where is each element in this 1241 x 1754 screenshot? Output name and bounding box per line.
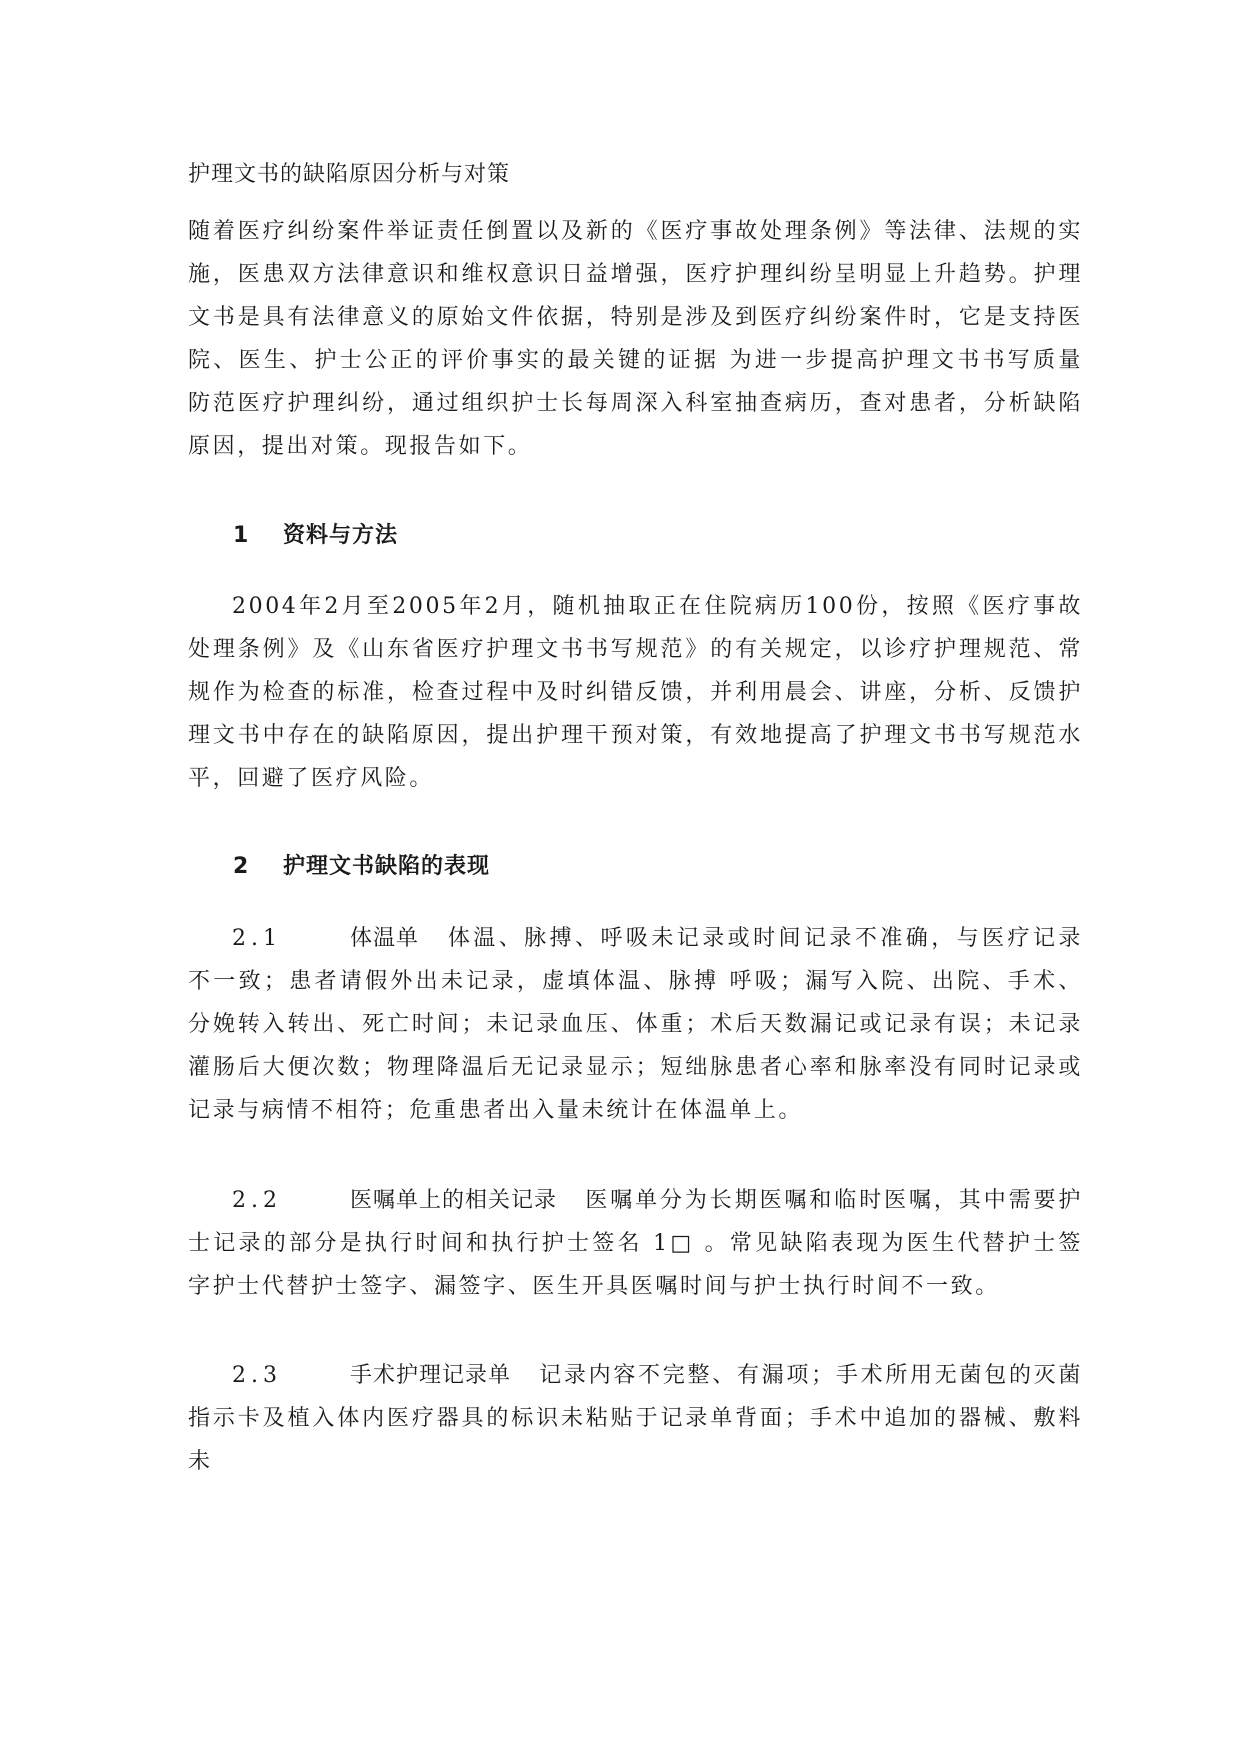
document-title: 护理文书的缺陷原因分析与对策 [188, 162, 511, 187]
subsection-2-2-number: 2.2 [232, 1188, 282, 1213]
section-2-title: 护理文书缺陷的表现 [283, 854, 491, 879]
subsection-2-2 [188, 1179, 1083, 1308]
section-1-body: 2004年2月至2005年2月，随机抽取正在住院病历100份，按照《医疗事故处理条例》及《山东省医疗护理文书书写规范》的有关规定，以诊疗护理规范、常规作为检查的标准，检查过程中及时纠错反馈，并利用晨会、讲座，分析、反馈护理文书中存在的缺陷原因，提出护理干预对策，有效地提高了护理文书书写规范水平，回避了医疗风险。 [188, 594, 1083, 791]
section-1-title: 资料与方法 [283, 523, 399, 548]
section-1-number: 1 [233, 523, 250, 548]
section-2-heading [233, 852, 490, 882]
section-1-heading [233, 521, 398, 551]
subsection-2-2-body: 医嘱单分为长期医嘱和临时医嘱，其中需要护士记录的部分是执行时间和执行护士签名 1□ 。常见缺陷表现为医生代替护士签字护士代替护士签字、漏签字、医生开具医嘱时间与护士执行时间不一致。 [188, 1188, 1083, 1299]
subsection-2-2-title: 医嘱单上的相关记录 [350, 1188, 558, 1213]
section-2-number: 2 [233, 854, 250, 879]
subsection-2-1-number: 2.1 [232, 926, 282, 951]
subsection-2-3-number: 2.3 [232, 1363, 282, 1388]
subsection-2-3-body: 记录内容不完整、有漏项；手术所用无菌包的灭菌指示卡及植入体内医疗器具的标识未粘贴于记录单背面；手术中追加的器械、敷料未 [188, 1363, 1083, 1474]
intro-paragraph: 随着医疗纠纷案件举证责任倒置以及新的《医疗事故处理条例》等法律、法规的实施，医患双方法律意识和维权意识日益增强，医疗护理纠纷呈明显上升趋势。护理文书是具有法律意义的原始文件依据，特别是涉及到医疗纠纷案件时，它是支持医院、医生、护士公正的评价事实的最关键的证据 为进一步提高护理文书书写质量防范医疗护理纠纷，通过组织护士长每周深入科室抽查病历，查对患者，分析缺陷原因，提出对策。现报告如下。 [188, 219, 1083, 459]
subsection-2-1-title: 体温单 [350, 926, 420, 951]
subsection-2-3 [188, 1354, 1083, 1483]
subsection-2-1-body: 体温、脉搏、呼吸未记录或时间记录不准确，与医疗记录不一致；患者请假外出未记录，虚填体温、脉搏 呼吸；漏写入院、出院、手术、分娩转入转出、死亡时间；未记录血压、体重；术后天数漏记或记录有误；未记录灌肠后大便次数；物理降温后无记录显示；短绌脉患者心率和脉率没有同时记录或记录与病情不相符；危重患者出入量未统计在体温单上。 [188, 926, 1083, 1123]
subsection-2-3-title: 手术护理记录单 [350, 1363, 512, 1388]
subsection-2-1 [188, 917, 1083, 1132]
